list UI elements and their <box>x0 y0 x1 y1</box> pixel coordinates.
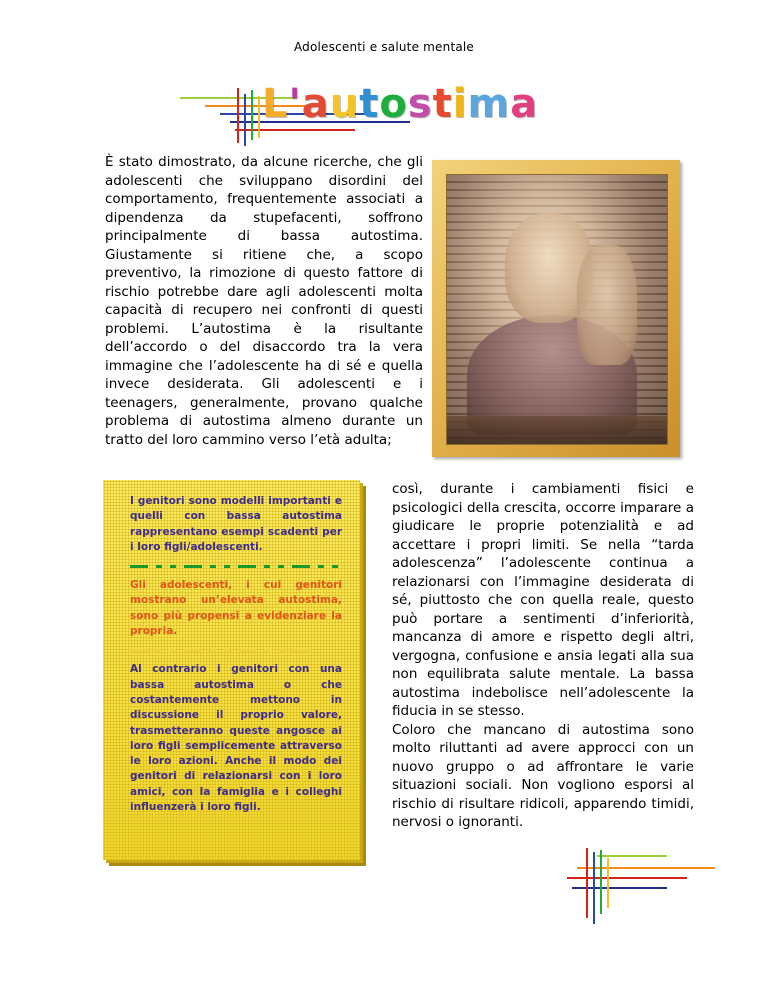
intro-paragraph: È stato dimostrato, da alcune ricerche, che gli adolescenti che sviluppano disordini del comportamento, frequentemente associati a dipendenza da stupefacenti, soffrono principalmente di bassa autostima. Giustamente si ritiene che, a scopo preventivo, la rimozione di questo fattore di rischio potrebbe dare agli adolescenti molta capacità di recupero nei confronti di questi problemi. L’autostima è la risultante dell’accordo o del disaccordo tra la vera immagine che l’adolescente ha di sé e quella invece desiderata. Gli adolescenti e i teenagers, generalmente, provano qualche problema di autostima almeno durante un tratto del loro cammino verso l’età adulta; <box>105 154 423 448</box>
sidebar-paragraph-3: Al contrario i genitori con una bassa autostima o che costantemente mettono in discussione il proprio valore, trasmetteranno queste angosce ai loro figli semplicemente attraverso le loro azioni. Anche il modo dei genitori di relazionarsi con i loro amici, con la famiglia e i colleghi influenzerà i loro figli. <box>130 663 342 814</box>
title-letter: L <box>262 81 289 127</box>
sidebar-paragraph-2: Gli adolescenti, i cui genitori mostrano un’elevata autostima, sono più propensi a evidenziare la propria. <box>130 579 342 638</box>
framed-photo <box>432 160 680 457</box>
pensive-child-image <box>446 174 668 445</box>
title-letter: u <box>329 81 360 127</box>
title-letter: s <box>407 81 433 127</box>
continuation-column <box>392 480 694 832</box>
title-letter: a <box>301 81 330 127</box>
title-letter: a <box>510 81 539 127</box>
title-letter: ' <box>288 81 302 127</box>
title-letter: t <box>432 81 453 127</box>
title-letter: m <box>467 81 511 127</box>
title-letter: i <box>452 81 468 127</box>
sidebar-box <box>103 480 360 860</box>
sidebar-divider <box>130 647 342 653</box>
running-header: Adolescenti e salute mentale <box>293 40 475 54</box>
sidebar-divider <box>130 563 342 569</box>
continuation-paragraph: così, durante i cambiamenti fisici e psicologici della crescita, occorre imparare a giudicare le proprie potenzialità e ad accettare i propri limiti. Se nella “tarda adolescenza” l’adolescente continua a relazionarsi con l’immagine desiderata di sé, piuttosto che con quella reale, questo può portare a sentimenti d’inferiorità, mancanza di amore e rispetto degli altri, vergogna, confusione e ansia legati alla sua non equilibrata salute mentale. La bassa autostima indebolisce nell’adolescente la fiducia in se stesso. <box>392 481 694 719</box>
sidebar-paragraph-1: I genitori sono modelli importanti e quelli con bassa autostima rappresentano esempi scadenti per i loro figli/adolescenti. <box>130 495 342 553</box>
bottom-decoration-lines <box>567 848 717 928</box>
closing-paragraph: Coloro che mancano di autostima sono molto riluttanti ad avere approcci con un nuovo gruppo o ad affrontare le varie situazioni sociali. Non vogliono esporsi al rischio di risultare ridicoli, apparendo timidi, nervosi o ignoranti. <box>392 721 694 830</box>
title-letter: o <box>379 81 408 127</box>
title-letter: t <box>359 81 380 127</box>
page-title <box>262 81 539 127</box>
